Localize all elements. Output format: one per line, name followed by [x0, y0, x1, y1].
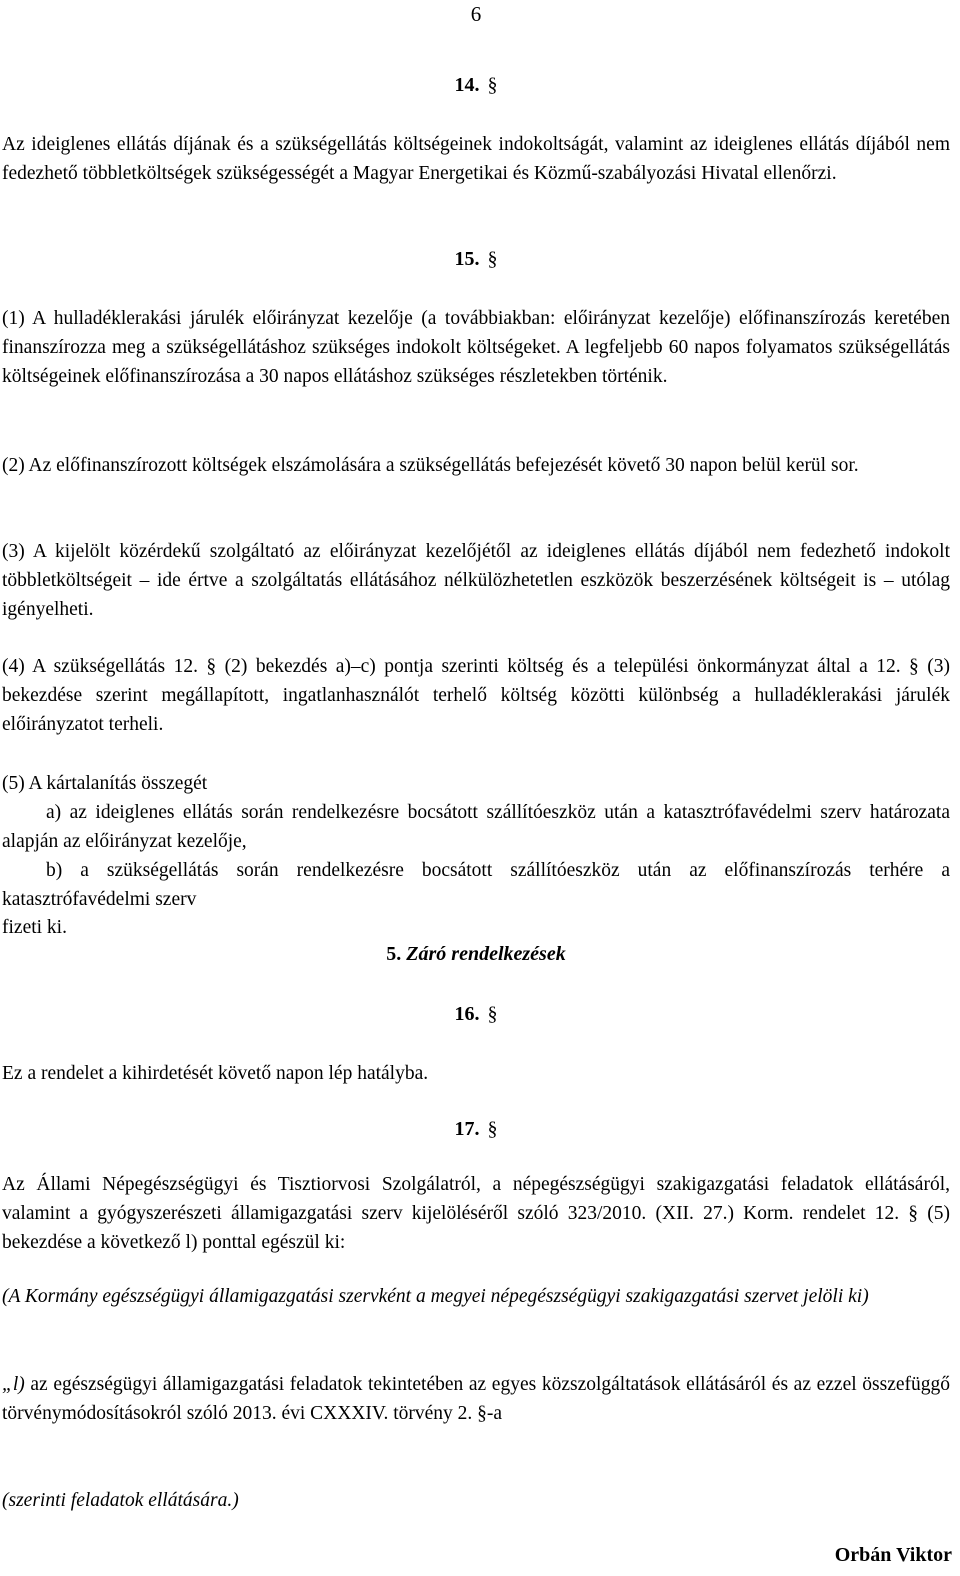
section-14-heading — [0, 74, 952, 97]
section-15-paragraph-3: (3) A kijelölt közérdekű szolgáltató az előirányzat kezelőjétől az ideiglenes ellátás díjából nem fedezhető indokolt többletköltségeit – ide értve a szolgáltatás ellátásához nélkülözhetetlen eszközök beszerzésének költségeit is – utólag igényelheti. — [2, 541, 950, 620]
section-16-heading — [0, 1003, 952, 1026]
section-symbol: § — [487, 248, 498, 270]
section-17-heading — [0, 1118, 952, 1141]
section-17-number: 17. — [454, 1118, 480, 1140]
section-16-number: 16. — [454, 1003, 480, 1025]
section-symbol: § — [487, 1003, 498, 1025]
page-number: 6 — [470, 2, 482, 26]
section-15-paragraph-5-a: a) az ideiglenes ellátás során rendelkezésre bocsátott szállítóeszköz után a katasztrófavédelmi szerv határozata alapján az előirányzat kezelője, — [2, 802, 950, 852]
section-15-paragraph-2: (2) Az előfinanszírozott költségek elszámolására a szükségellátás befejezését követő 30 napon belül kerül sor. — [2, 455, 859, 476]
section-15-paragraph-5-intro: (5) A kártalanítás összegét — [2, 773, 208, 794]
section-symbol: § — [487, 74, 498, 96]
section-15-heading — [0, 248, 952, 271]
section-14-text: Az ideiglenes ellátás díjának és a szükségellátás költségeinek indokoltságát, valamint az ideiglenes ellátás díjából nem fedezhető többletköltségek szükségességét a Magyar Energetikai és Közmű-szabályozási Hivatal ellenőrzi. — [2, 134, 950, 184]
point-l-text: az egészségügyi államigazgatási feladatok tekintetében az egyes közszolgáltatások ellátásáról és az ezzel összefüggő törvénymódosításokról szóló 2013. évi CXXXIV. törvény 2. §-a — [2, 1374, 950, 1424]
chapter-5-heading — [0, 943, 952, 966]
section-15-paragraph-1: (1) A hulladéklerakási járulék előirányzat kezelője (a továbbiakban: előirányzat kezelője) előfinanszírozás keretében finanszírozza meg a szükségellátáshoz szükséges indokolt költségeket. A legfeljebb 60 napos folyamatos szükségellátás költségeinek előfinanszírozása a 30 napos ellátáshoz szükséges részletekben történik. — [2, 308, 950, 387]
chapter-5-number: 5. — [386, 943, 402, 965]
signature-name: Orbán Viktor — [834, 1544, 952, 1566]
section-15-paragraph-4: (4) A szükségellátás 12. § (2) bekezdés a)–c) pontja szerinti költség és a települési önkormányzat által a 12. § (3) bekezdése szerint megállapított, ingatlanhasználót terhelő költség közötti különbség a hulladéklerakási járulék előirányzatot terheli. — [2, 656, 950, 735]
chapter-5-title: Záró rendelkezések — [406, 943, 566, 965]
section-16-text: Ez a rendelet a kihirdetését követő napon lép hatályba. — [2, 1063, 429, 1084]
section-17-point-l — [2, 1370, 950, 1428]
point-l-label: „l) — [2, 1374, 25, 1395]
section-17-quote-end: (szerinti feladatok ellátására.) — [2, 1490, 239, 1511]
section-14-number: 14. — [454, 74, 480, 96]
section-17-quote-intro: (A Kormány egészségügyi államigazgatási szervként a megyei népegészségügyi szakigazgatási szervet jelöli ki) — [2, 1286, 869, 1307]
section-15-number: 15. — [454, 248, 480, 270]
section-symbol: § — [487, 1118, 498, 1140]
section-17-text: Az Állami Népegészségügyi és Tisztiorvosi Szolgálatról, a népegészségügyi szakigazgatási feladatok ellátásáról, valamint a gyógyszerészeti államigazgatási szerv kijelöléséről szóló 323/2010. (XII. 27.) Korm. rendelet 12. § (5) bekezdése a következő l) ponttal egészül ki: — [2, 1174, 950, 1253]
section-15-paragraph-5-b: b) a szükségellátás során rendelkezésre bocsátott szállítóeszköz után az előfinanszírozás terhére a katasztrófavédelmi szerv — [2, 860, 950, 910]
section-15-paragraph-5-end: fizeti ki. — [2, 917, 67, 938]
